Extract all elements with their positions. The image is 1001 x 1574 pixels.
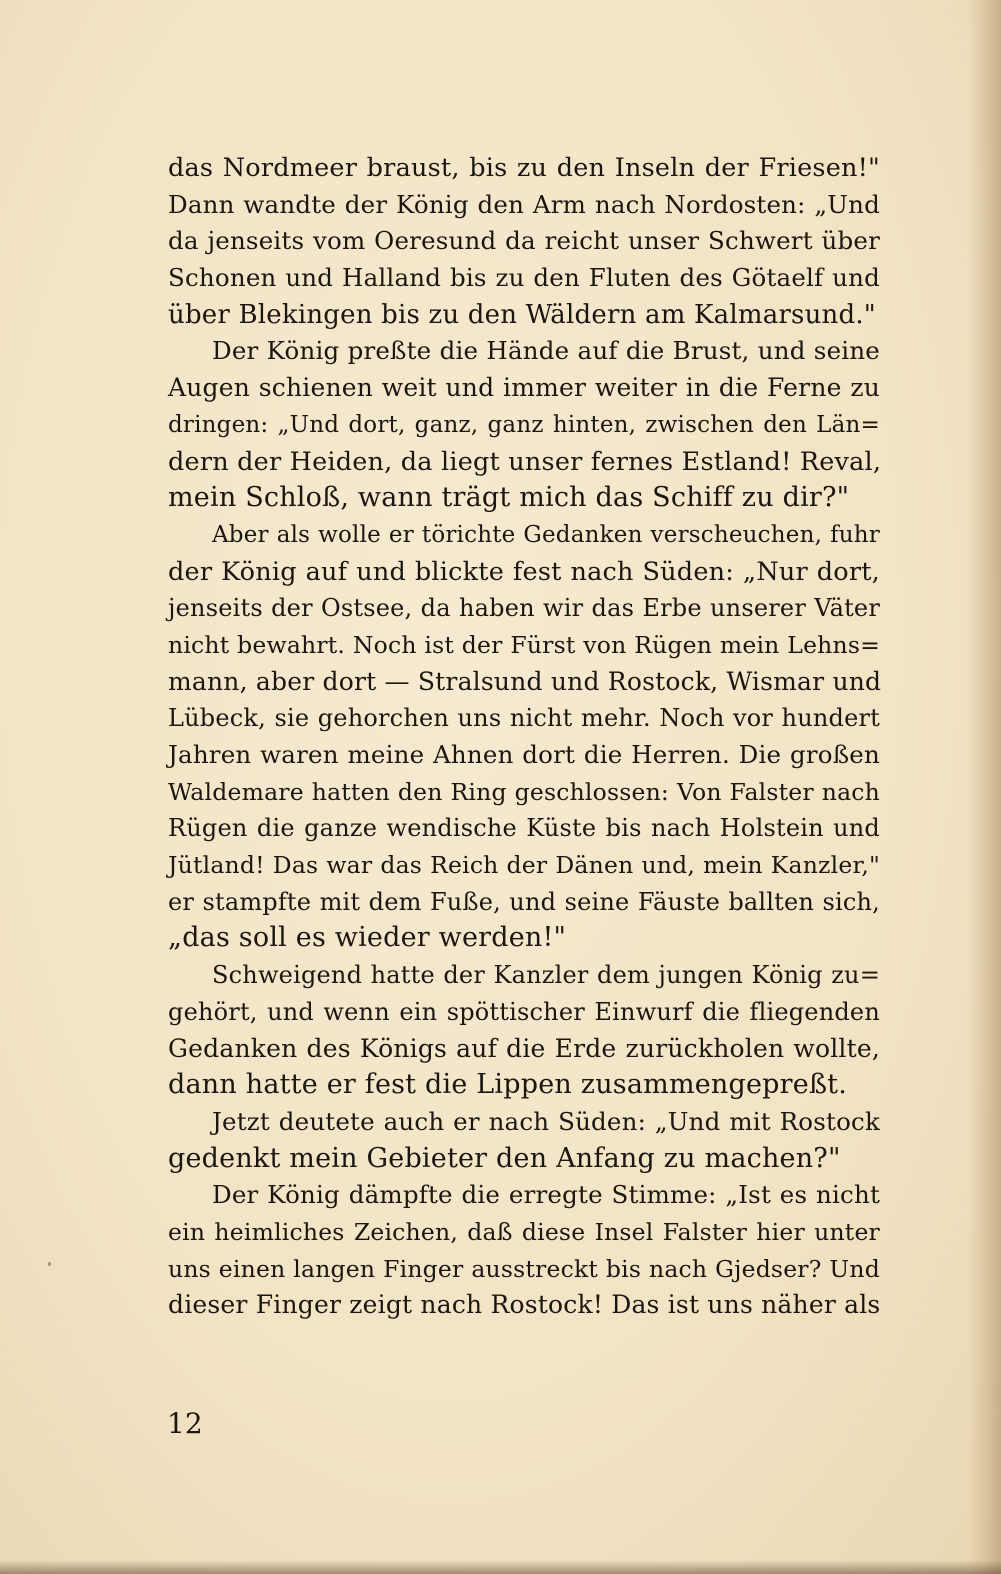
text-line: jenseits der Ostsee, da haben wir das Erbe unserer Väter xyxy=(168,594,880,623)
text-line: Der König preßte die Hände auf die Brust, und seine xyxy=(212,336,880,366)
text-line: Lübeck, sie gehorchen uns nicht mehr. Noch vor hundert xyxy=(168,704,880,733)
text-line: dern der Heiden, da liegt unser fernes Estland! Reval, xyxy=(168,446,882,477)
text-line: dann hatte er fest die Lippen zusammengepreßt. xyxy=(168,1069,848,1101)
text-line: Jütland! Das war das Reich der Dänen und, mein Kanzler," xyxy=(168,851,880,880)
text-line: Waldemare hatten den Ring geschlossen: Von Falster nach xyxy=(168,777,880,806)
page-number: 12 xyxy=(167,1407,203,1440)
page-bottom-shadow xyxy=(0,1560,1001,1574)
page-gutter-shadow xyxy=(967,0,1001,1574)
text-line: mein Schloß, wann trägt mich das Schiff zu dir?" xyxy=(168,482,850,514)
text-line: Jahren waren meine Ahnen dort die Herren. Die großen xyxy=(168,740,880,769)
text-line: da jenseits vom Oeresund da reicht unser Schwert über xyxy=(168,226,880,256)
text-line: gedenkt mein Gebieter den Anfang zu machen?" xyxy=(168,1142,841,1174)
text-line: ein heimliches Zeichen, daß diese Insel Falster hier unter xyxy=(168,1217,880,1246)
text-line: Schonen und Halland bis zu den Fluten des Götaelf und xyxy=(168,263,880,293)
text-line: gehört, und wenn ein spöttischer Einwurf die fliegenden xyxy=(168,997,880,1026)
text-line: dringen: „Und dort, ganz, ganz hinten, zwischen den Län= xyxy=(168,411,880,438)
text-line: Dann wandte der König den Arm nach Nordosten: „Und xyxy=(168,189,880,219)
text-line: nicht bewahrt. Noch ist der Fürst von Rügen mein Lehns= xyxy=(168,630,880,659)
text-line: Der König dämpfte die erregte Stimme: „Ist es nicht xyxy=(212,1180,880,1210)
text-line: er stampfte mit dem Fuße, und seine Fäuste ballten sich, xyxy=(168,887,880,916)
text-line: Schweigend hatte der Kanzler dem jungen König zu= xyxy=(212,961,880,990)
text-line: über Blekingen bis zu den Wäldern am Kalmarsund." xyxy=(168,299,876,330)
body-text xyxy=(168,150,880,1324)
text-line: Augen schienen weit und immer weiter in die Ferne zu xyxy=(168,373,880,403)
paper-speck xyxy=(48,1262,51,1266)
text-line: „das soll es wieder werden!" xyxy=(168,922,567,954)
text-line: uns einen langen Finger ausstreckt bis nach Gjedser? Und xyxy=(168,1254,880,1283)
text-line: Jetzt deutete auch er nach Süden: „Und mit Rostock xyxy=(212,1106,880,1136)
text-line: Aber als wolle er törichte Gedanken verscheuchen, fuhr xyxy=(212,521,880,548)
text-line: Gedanken des Königs auf die Erde zurückholen wollte, xyxy=(168,1033,880,1063)
text-line: mann, aber dort — Stralsund und Rostock, Wismar und xyxy=(168,666,882,696)
text-line: das Nordmeer braust, bis zu den Inseln der Friesen!" xyxy=(168,153,880,183)
text-line: dieser Finger zeigt nach Rostock! Das ist uns näher als xyxy=(168,1290,881,1320)
text-line: Rügen die ganze wendische Küste bis nach Holstein und xyxy=(168,814,880,843)
text-line: der König auf und blickte fest nach Süden: „Nur dort, xyxy=(168,556,880,587)
